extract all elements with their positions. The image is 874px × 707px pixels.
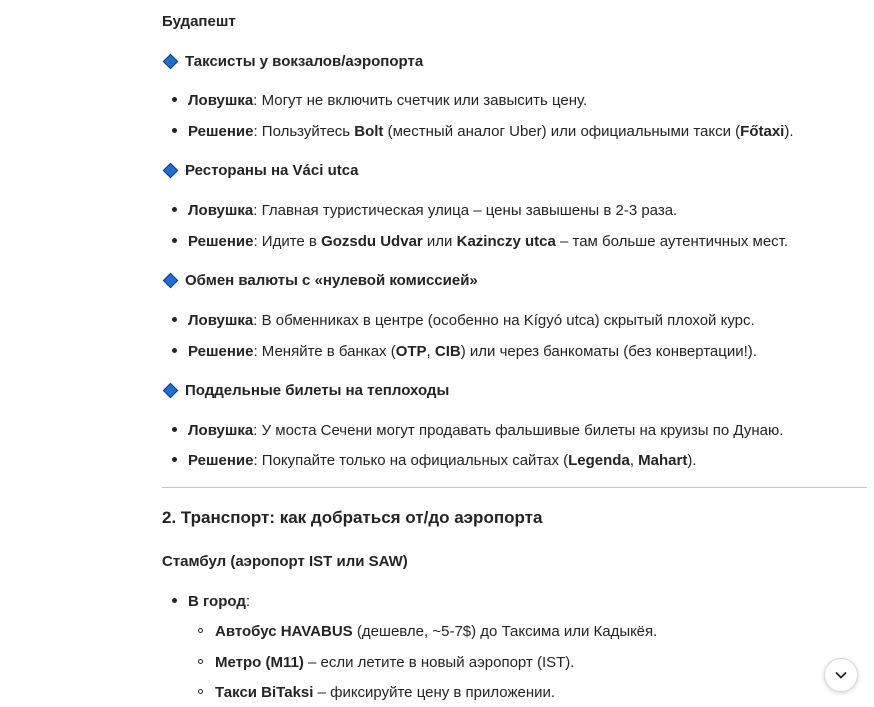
section-heading xyxy=(162,162,358,179)
section-title: Обмен валюты с «нулевой комиссией» xyxy=(185,272,478,289)
section-title: Рестораны на Váci utca xyxy=(185,162,359,179)
list-item-solution xyxy=(172,452,697,469)
section-heading xyxy=(162,53,423,70)
blue-diamond-icon xyxy=(163,163,179,179)
list-item-to-city xyxy=(172,593,250,610)
list-item-trap xyxy=(172,202,677,219)
solution-highlight: Mahart xyxy=(638,452,688,469)
list-item-solution xyxy=(172,123,794,140)
bullet-icon xyxy=(172,317,177,322)
solution-text xyxy=(253,123,793,140)
sub-item-text: – фиксируйте цену в приложении. xyxy=(313,684,556,701)
solution-text-part: : Идите в xyxy=(253,233,322,250)
bullet-icon xyxy=(172,457,177,462)
blue-diamond-icon xyxy=(163,273,179,289)
solution-text-part: – там больше аутентичных мест. xyxy=(555,233,789,250)
solution-highlight: Gozsdu Udvar xyxy=(321,233,423,250)
divider xyxy=(162,487,867,488)
solution-text-part: (местный аналог Uber) или официальными такси ( xyxy=(383,123,741,140)
solution-text-part: , xyxy=(629,452,639,469)
solution-text-part: ). xyxy=(784,123,794,140)
solution-text-part: или xyxy=(422,233,457,250)
solution-highlight: Legenda xyxy=(568,452,630,469)
bullet-icon xyxy=(172,238,177,243)
trap-text: : Главная туристическая улица – цены завышены в 2-3 раза. xyxy=(253,202,678,219)
solution-label: Решение xyxy=(188,343,254,360)
list-item-solution xyxy=(172,343,757,360)
solution-highlight: OTP xyxy=(395,343,427,360)
sub-item-bold: Такси BiTaksi xyxy=(215,684,314,701)
solution-text xyxy=(253,233,788,250)
trap-label: Ловушка xyxy=(188,92,254,109)
section-heading xyxy=(162,272,478,289)
solution-highlight: Bolt xyxy=(354,123,384,140)
section-heading xyxy=(162,382,449,399)
bullet-icon xyxy=(172,427,177,432)
bullet-icon xyxy=(172,348,177,353)
solution-text xyxy=(253,452,696,469)
bullet-icon xyxy=(172,128,177,133)
bullet-icon xyxy=(172,598,177,603)
circle-bullet-icon xyxy=(198,659,203,664)
solution-highlight: Kazinczy utca xyxy=(456,233,556,250)
chevron-down-icon xyxy=(833,667,849,683)
sub-item-bold: Автобус HAVABUS xyxy=(215,623,353,640)
solution-highlight: CIB xyxy=(434,343,461,360)
section-title: Поддельные билеты на теплоходы xyxy=(185,382,450,399)
sub-list-item xyxy=(198,654,574,671)
solution-label: Решение xyxy=(188,233,254,250)
section-heading-transport: 2. Транспорт: как добраться от/до аэропорта xyxy=(162,508,543,527)
solution-label: Решение xyxy=(188,123,254,140)
trap-label: Ловушка xyxy=(188,202,254,219)
solution-text xyxy=(253,343,756,360)
sub-item-text: – если летите в новый аэропорт (IST). xyxy=(303,654,575,671)
solution-text-part: : Покупайте только на официальных сайтах ( xyxy=(253,452,569,469)
city-heading-istanbul: Стамбул (аэропорт IST или SAW) xyxy=(162,553,408,570)
blue-diamond-icon xyxy=(163,383,179,399)
trap-label: Ловушка xyxy=(188,312,254,329)
bullet-icon xyxy=(172,97,177,102)
sub-item-bold: Метро (M11) xyxy=(215,654,304,671)
scroll-down-button[interactable] xyxy=(824,658,858,692)
list-item-trap xyxy=(172,312,755,329)
bullet-icon xyxy=(172,207,177,212)
trap-text: : У моста Сечени могут продавать фальшивые билеты на круизы по Дунаю. xyxy=(253,422,784,439)
circle-bullet-icon xyxy=(198,628,203,633)
blue-diamond-icon xyxy=(163,54,179,70)
list-item-solution xyxy=(172,233,788,250)
sub-list-item xyxy=(198,623,657,640)
section-title: Таксисты у вокзалов/аэропорта xyxy=(185,53,424,70)
solution-text-part: : Меняйте в банках ( xyxy=(253,343,396,360)
sub-item-text: (дешевле, ~5-7$) до Таксима или Кадыкёя. xyxy=(352,623,658,640)
solution-text-part: ) или через банкоматы (без конвертации!). xyxy=(460,343,757,360)
solution-text-part: , xyxy=(426,343,435,360)
to-city-label: В город xyxy=(188,593,246,610)
list-item-trap xyxy=(172,422,783,439)
solution-text-part: : Пользуйтесь xyxy=(253,123,355,140)
trap-text: : Могут не включить счетчик или завысить цену. xyxy=(253,92,588,109)
trap-label: Ловушка xyxy=(188,422,254,439)
solution-label: Решение xyxy=(188,452,254,469)
trap-text: : В обменниках в центре (особенно на Kígyó utca) скрытый плохой курс. xyxy=(253,312,755,329)
city-heading-budapest: Будапешт xyxy=(162,13,236,30)
list-item-trap xyxy=(172,92,587,109)
solution-highlight: Főtaxi xyxy=(740,123,785,140)
to-city-suffix: : xyxy=(245,593,251,610)
circle-bullet-icon xyxy=(198,689,203,694)
sub-list-item xyxy=(198,684,555,701)
solution-text-part: ). xyxy=(687,452,697,469)
